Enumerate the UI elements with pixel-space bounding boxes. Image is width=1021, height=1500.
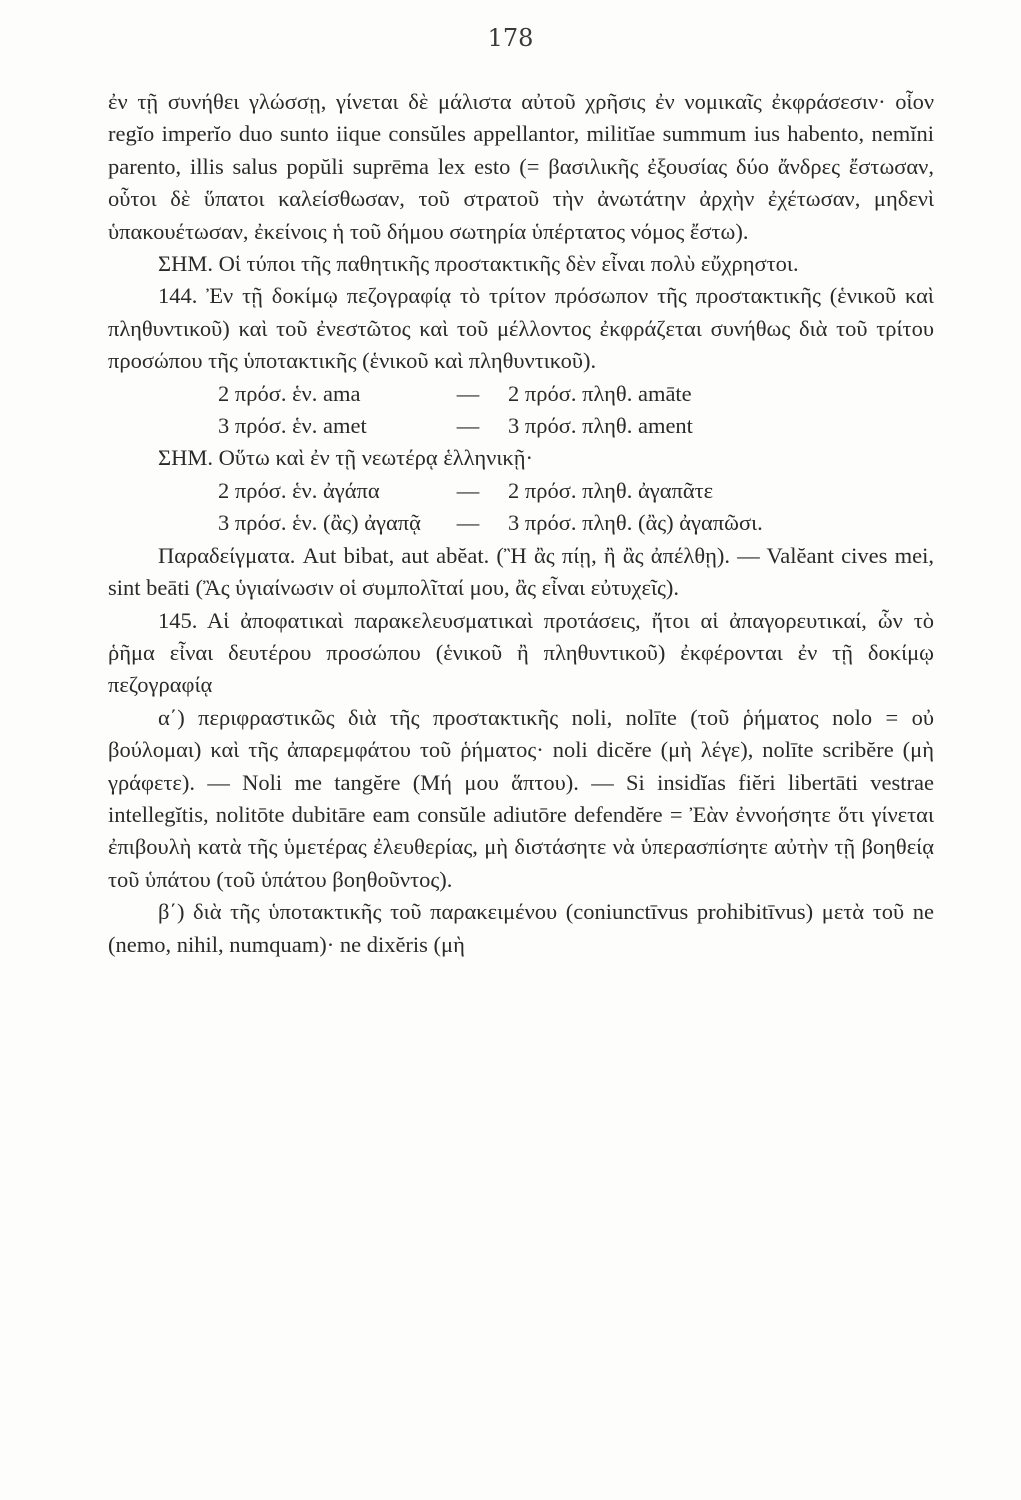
conj-right: 2 πρόσ. πληθ. amāte	[508, 380, 692, 406]
conj-right: 3 πρόσ. πληθ. ament	[508, 413, 693, 439]
paragraph: 144. Ἐν τῇ δοκίμῳ πεζογραφίᾳ τὸ τρίτον πρόσωπον τῆς προστακτικῆς (ἑνικοῦ καὶ πληθυντικοῦ) καὶ τοῦ ἐνεστῶτος καὶ τοῦ μέλλοντος ἐκφράζεται συνήθως διὰ τοῦ τρίτου προσώπου τῆς ὑποτακτικῆς (ἑνικοῦ καὶ πληθυντικοῦ).	[108, 283, 934, 374]
conj-right: 3 πρόσ. πληθ. (ἂς) ἀγαπῶσι.	[508, 510, 763, 536]
conj-left: 2 πρόσ. ἑν. ama	[218, 380, 361, 406]
conj-dash: —	[456, 380, 480, 406]
conj-dash: —	[456, 413, 480, 439]
paragraph: ἐν τῇ συνήθει γλώσσῃ, γίνεται δὲ μάλιστα αὐτοῦ χρῆσις ἐν νομικαῖς ἐκφράσεσιν· οἷον regĭo imperĭo duo sunto iique consŭles appellantor, militĭae summum ius habento, nemĭni parento, illis salus popŭli suprēma lex esto (= βασιλικῆς ἐξουσίας δύο ἄνδρες ἔστωσαν, οὗτοι δὲ ὕπατοι καλείσθωσαν, τοῦ στρατοῦ τὴν ἀνωτάτην ἀρχὴν ἐχέτωσαν, μηδενὶ ὑπακουέτωσαν, ἐκείνοις ἡ τοῦ δήμου σωτηρία ὑπέρτατος νόμος ἔστω).	[108, 89, 934, 244]
body-text	[108, 86, 934, 961]
paragraph: α΄) περιφραστικῶς διὰ τῆς προστακτικῆς noli, nolīte (τοῦ ῥήματος nolo = οὐ βούλομαι) καὶ τῆς ἀπαρεμφάτου τοῦ ῥήματος· noli dicĕre (μὴ λέγε), nolīte scribĕre (μὴ γράφετε). — Noli me tangĕre (Μή μου ἅπτου). — Si insidĭas fiĕri libertāti vestrae intellegĭtis, nolitōte dubitāre eam consŭle adiutōre defendĕre = Ἐὰν ἐννοήσητε ὅτι γίνεται ἐπιβουλὴ κατὰ τῆς ὑμετέρας ἐλευθερίας, μὴ διστάσητε νὰ ὑπερασπίσητε αὐτὴν τῇ βοηθείᾳ τοῦ ὑπάτου (τοῦ ὑπάτου βοηθοῦντος).	[108, 704, 934, 892]
conj-dash: —	[456, 510, 480, 536]
conjugation-table-greek	[108, 475, 934, 540]
conj-right: 2 πρόσ. πληθ. ἀγαπᾶτε	[508, 477, 714, 503]
paragraph: Παραδείγματα. Aut bibat, aut abĕat. (Ἢ ἂς πίῃ, ἢ ἂς ἀπέλθῃ). — Valĕant cives mei, sint beāti (Ἂς ὑγιαίνωσιν οἱ συμπολῖταί μου, ἂς εἶναι εὐτυχεῖς).	[108, 542, 934, 601]
conjugation-table-latin	[108, 378, 934, 443]
conj-left: 2 πρόσ. ἑν. ἀγάπα	[218, 477, 380, 503]
paragraph: ΣΗΜ. Οἱ τύποι τῆς παθητικῆς προστακτικῆς δὲν εἶναι πολὺ εὔχρηστοι.	[158, 251, 799, 277]
paragraph: β΄) διὰ τῆς ὑποτακτικῆς τοῦ παρακειμένου (coniunctīvus prohibitīvus) μετὰ τοῦ ne (nemo, nihil, numquam)· ne dixĕris (μὴ	[108, 899, 934, 957]
conj-left: 3 πρόσ. ἑν. amet	[218, 413, 367, 439]
paragraph: ΣΗΜ. Οὕτω καὶ ἐν τῇ νεωτέρᾳ ἑλληνικῇ·	[158, 445, 533, 471]
paragraph: 145. Αἱ ἀποφατικαὶ παρακελευσματικαὶ προτάσεις, ἤτοι αἱ ἀπαγορευτικαί, ὧν τὸ ῥῆμα εἶναι δευτέρου προσώπου (ἑνικοῦ ἢ πληθυντικοῦ) ἐκφέρονται ἐν τῇ δοκίμῳ πεζογραφίᾳ	[108, 607, 934, 698]
conj-dash: —	[456, 477, 480, 503]
page-number: 178	[487, 24, 534, 52]
conj-left: 3 πρόσ. ἑν. (ἂς) ἀγαπᾷ	[218, 510, 421, 536]
